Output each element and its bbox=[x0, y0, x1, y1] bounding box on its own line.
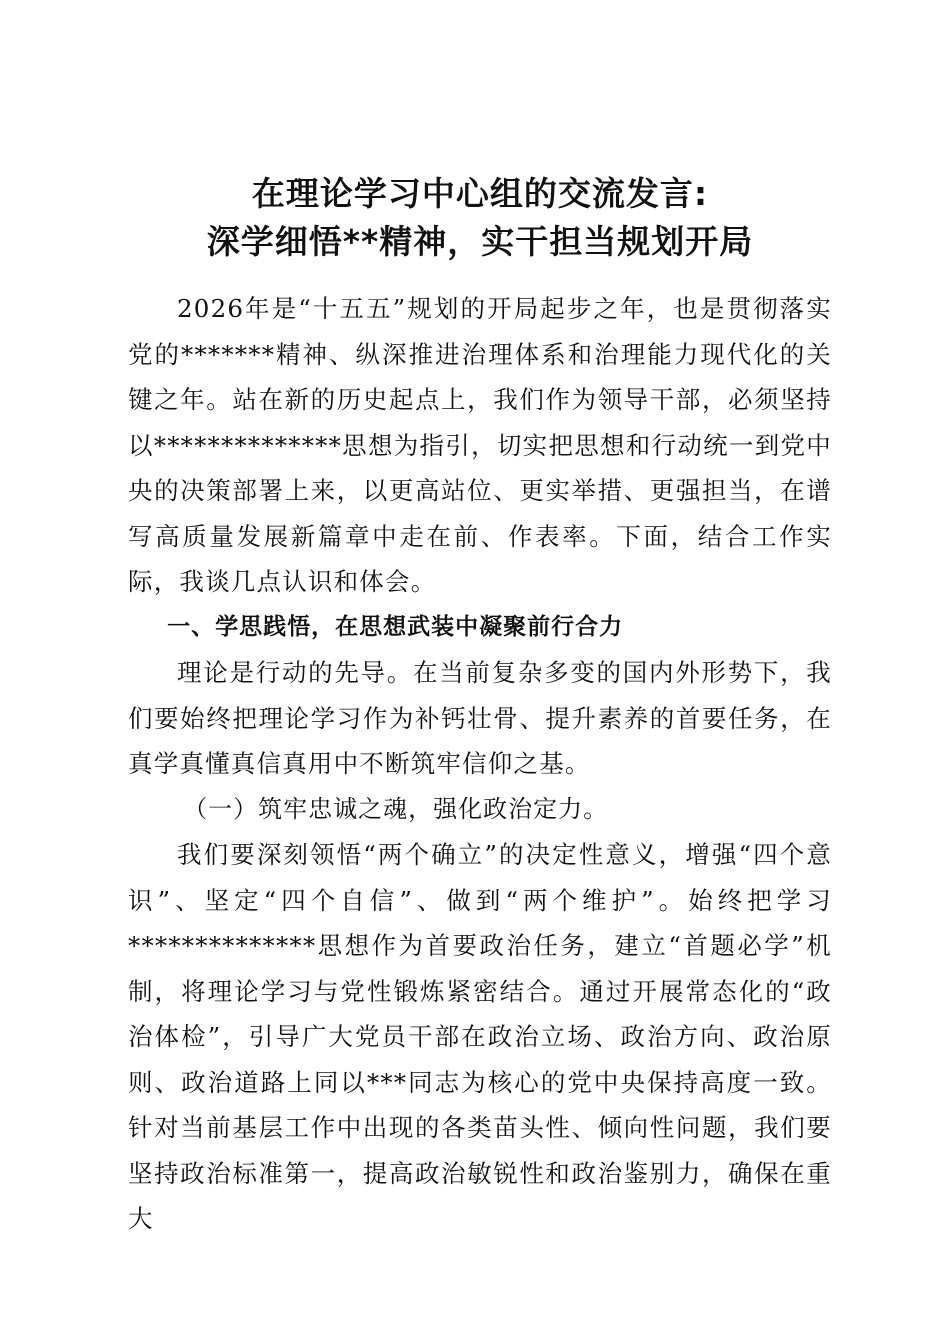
document-body bbox=[128, 170, 832, 1242]
title-line-1: 在理论学习中心组的交流发言: bbox=[251, 174, 709, 213]
intro-paragraph: 2026年是“十五五”规划的开局起步之年，也是贯彻落实党的*******精神、纵深推进治理体系和治理能力现代化的关键之年。站在新的历史起点上，我们作为领导干部，必须坚持以**************思想为指引，切实把思想和行动统一到党中央的决策部署上来，以更高站位、更实举措、更强担当，在谱写高质量发展新篇章中走在前、作表率。下面，结合工作实际，我谈几点认识和体会。 bbox=[128, 294, 832, 596]
subsection-1-paragraph: 我们要深刻领悟“两个确立”的决定性意义，增强“四个意识”、坚定“四个自信”、做到“两个维护”。始终把学习**************思想作为首要政治任务，建立“首题必学”机制，将理论学习与党性锻炼紧密结合。通过开展常态化的“政治体检”，引导广大党员干部在政治立场、政治方向、政治原则、政治道路上同以***同志为核心的党中央保持高度一致。针对当前基层工作中出现的各类苗头性、倾向性问题，我们要坚持政治标准第一，提高政治敏锐性和政治鉴别力，确保在重大 bbox=[128, 840, 832, 1233]
subsection-1-heading: （一）筑牢忠诚之魂，强化政治定力。 bbox=[183, 794, 609, 823]
section-1-heading: 一、学思践悟，在思想武装中凝聚前行合力 bbox=[167, 613, 624, 640]
section-1-paragraph: 理论是行动的先导。在当前复杂多变的国内外形势下，我们要始终把理论学习作为补钙壮骨、提升素养的首要任务，在真学真懂真信真用中不断筑牢信仰之基。 bbox=[128, 658, 832, 778]
title-line-2: 深学细悟**精神，实干担当规划开局 bbox=[206, 222, 754, 261]
document-title bbox=[128, 170, 832, 266]
